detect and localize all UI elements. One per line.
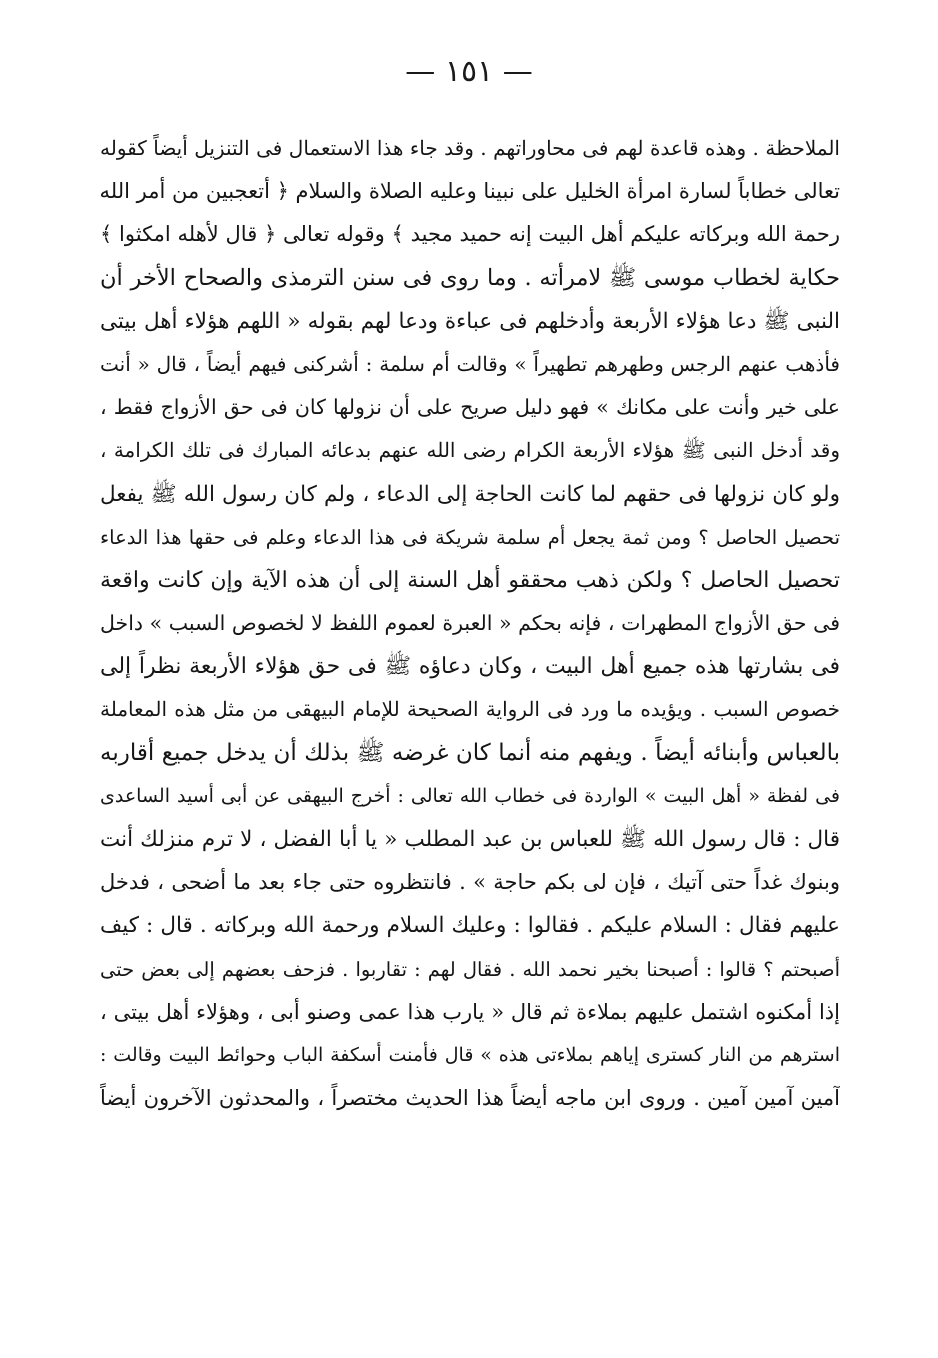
text-line: فى بشارتها هذه جميع أهل البيت ، وكان دعاؤه ﷺ فى حق هؤلاء الأربعة نظراً إلى <box>100 654 840 680</box>
text-line: قال : قال رسول الله ﷺ للعباس بن عبد المطلب « يا أبا الفضل ، لا ترم منزلك أنت <box>100 827 840 852</box>
text-line: الملاحظة . وهذه قاعدة لهم فى محاوراتهم . وقد جاء هذا الاستعمال فى التنزيل أيضاً كقوله <box>100 136 840 160</box>
text-line: عليهم فقال : السلام عليكم . فقالوا : وعليك السلام ورحمة الله وبركاته . قال : كيف <box>100 913 840 939</box>
text-line: ولو كان نزولها فى حقهم لما كانت الحاجة إلى الدعاء ، ولم كان رسول الله ﷺ يفعل <box>100 481 840 507</box>
text-line: النبى ﷺ دعا هؤلاء الأربعة وأدخلهم فى عباءة ودعا لهم بقوله « اللهم هؤلاء أهل بيتى <box>100 308 840 334</box>
text-line: فأذهب عنهم الرجس وطهرهم تطهيراً » وقالت أم سلمة : أشركنى فيهم أيضاً ، قال « أنت <box>100 351 840 376</box>
page-number: — ١٥١ — <box>405 54 533 89</box>
text-line: وبنوك غداً حتى آتيك ، فإن لى بكم حاجة » . فانتظروه حتى جاء بعد ما أضحى ، فدخل <box>100 870 840 895</box>
text-line: بالعباس وأبنائه أيضاً . ويفهم منه أنما كان غرضه ﷺ بذلك أن يدخل جميع أقاربه <box>100 739 840 766</box>
text-line: استرهم من النار كسترى إياهم بملاءتى هذه » قال فأمنت أسكفة الباب وحوائط البيت وقالت : <box>100 1043 840 1066</box>
text-line: تحصيل الحاصل ؟ ولكن ذهب محققو أهل السنة إلى أن هذه الآية وإن كانت واقعة <box>100 567 840 593</box>
text-line: فى لفظة « أهل البيت » الواردة فى خطاب الله تعالى : أخرج البيهقى عن أبى أسيد الساعدى <box>100 784 840 807</box>
text-line: آمين آمين آمين . وروى ابن ماجه أيضاً هذا الحديث مختصراً ، والمحدثون الآخرون أيضاً <box>100 1086 840 1111</box>
text-line: أصبحتم ؟ قالوا : أصبحنا بخير نحمد الله . فقال لهم : تقاربوا . فزحف بعضهم إلى بعض حتى <box>100 957 840 981</box>
text-line: إذا أمكنوه اشتمل عليهم بملاءة ثم قال « يارب هذا عمى وصنو أبى ، وهؤلاء أهل بيتى ، <box>100 999 840 1024</box>
text-line: على خير وأنت على مكانك » فهو دليل صريح على أن نزولها كان فى حق الأزواج فقط ، <box>100 395 840 420</box>
text-line: حكاية لخطاب موسى ﷺ لامرأته . وما روى فى سنن الترمذى والصحاح الأخر أن <box>100 264 840 291</box>
text-line: رحمة الله وبركاته عليكم أهل البيت إنه حميد مجيد ﴾ وقوله تعالى ﴿ قال لأهله امكثوا ﴾ <box>100 222 840 247</box>
body-text <box>100 127 840 1120</box>
text-line: خصوص السبب . ويؤيده ما ورد فى الرواية الصحيحة للإمام البيهقى من مثل هذه المعاملة <box>100 697 840 722</box>
text-line: تعالى خطاباً لسارة امرأة الخليل على نبينا وعليه الصلاة والسلام ﴿ أتعجبين من أمر الله <box>100 179 840 204</box>
text-line: وقد أدخل النبى ﷺ هؤلاء الأربعة الكرام رضى الله عنهم بدعائه المبارك فى تلك الكرامة ، <box>100 438 840 463</box>
text-line: فى حق الأزواج المطهرات ، فإنه بحكم « العبرة لعموم اللفظ لا لخصوص السبب » داخل <box>100 611 840 636</box>
text-line: تحصيل الحاصل ؟ ومن ثمة يجعل أم سلمة شريكة فى هذا الدعاء وعلم فى حقها هذا الدعاء <box>100 525 840 549</box>
